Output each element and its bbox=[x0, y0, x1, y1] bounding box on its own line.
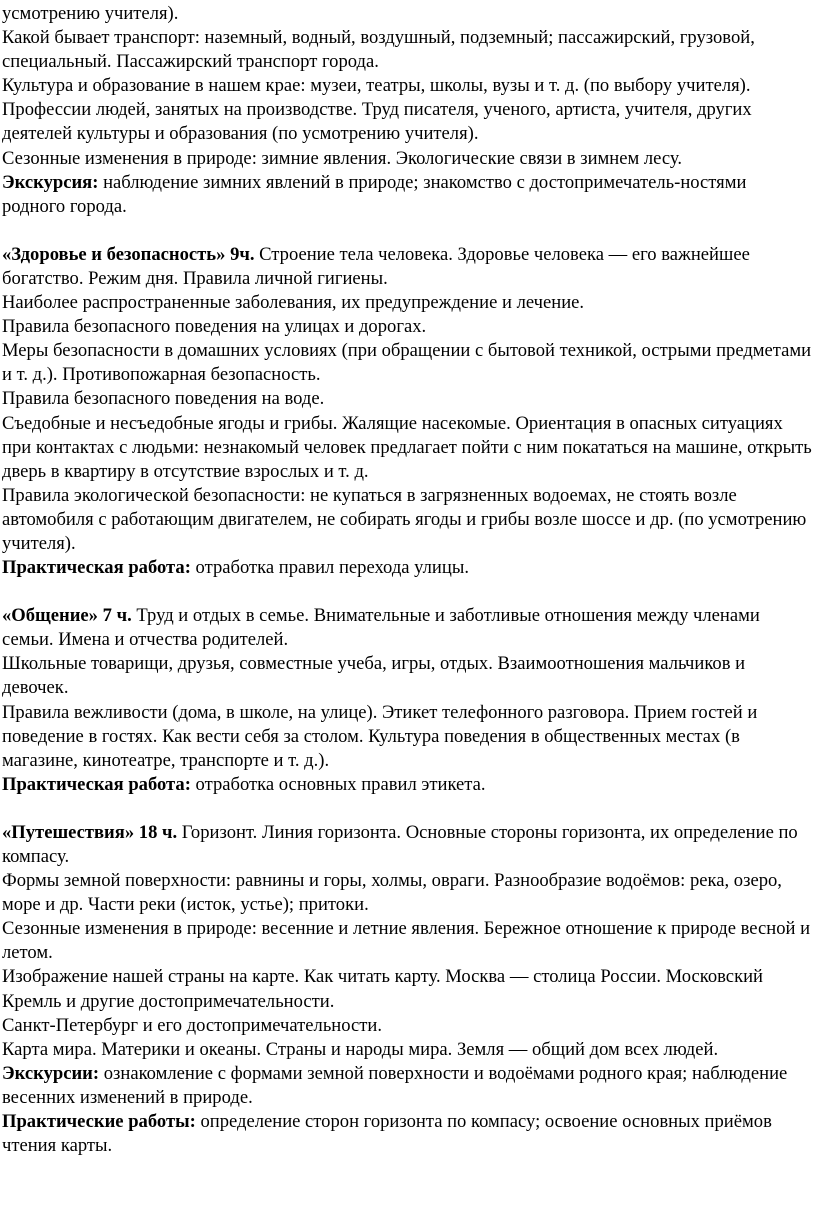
paragraph: Съедобные и несъедобные ягоды и грибы. Жалящие насекомые. Ориентация в опасных ситуациях при контактах с людьми: незнакомый человек предлагает пойти с ним покататься на машине, открыть дверь в квартиру в отсутствие взрослых и т. д. bbox=[2, 412, 812, 482]
paragraph: Какой бывает транспорт: наземный, водный, воздушный, подземный; пассажирский, грузовой, специальный. Пассажирский транспорт города. bbox=[2, 27, 755, 73]
section-intro-paragraph bbox=[2, 243, 814, 291]
excursion-paragraph bbox=[2, 171, 814, 219]
practical-work-text: отработка правил перехода улицы. bbox=[190, 557, 469, 579]
practical-work-label: Практическая работа: bbox=[2, 773, 191, 795]
paragraph: Правила экологической безопасности: не купаться в загрязненных водоемах, не стоять возле автомобиля с работающим двигателем, не собирать ягоды и грибы возле шоссе и др. (по усмотрению учителя). bbox=[2, 484, 807, 554]
paragraph: Правила безопасного поведения на улицах и дорогах. bbox=[2, 316, 427, 338]
excursions-label: Экскурсии: bbox=[2, 1062, 100, 1084]
paragraph: Сезонные изменения в природе: зимние явления. Экологические связи в зимнем лесу. bbox=[2, 147, 682, 169]
paragraph: Правила безопасного поведения на воде. bbox=[2, 388, 325, 410]
section-intro-text: Труд и отдых в семье. Внимательные и заботливые отношения между членами семьи. Имена и отчества родителей. bbox=[2, 605, 760, 651]
section-heading: «Здоровье и безопасность» 9ч. bbox=[2, 243, 255, 265]
excursions-text: ознакомление с формами земной поверхности и водоёмами родного края; наблюдение весенних изменений в природе. bbox=[2, 1062, 788, 1108]
section-intro-paragraph bbox=[2, 604, 814, 652]
practical-works-label: Практические работы: bbox=[2, 1111, 196, 1133]
excursions-paragraph bbox=[2, 1062, 814, 1110]
paragraph: Наиболее распространенные заболевания, их предупреждение и лечение. bbox=[2, 292, 585, 314]
section-heading: «Общение» 7 ч. bbox=[2, 605, 132, 627]
blank-line bbox=[2, 580, 814, 604]
document-page bbox=[2, 2, 814, 1158]
practical-work-text: отработка основных правил этикета. bbox=[190, 773, 486, 795]
paragraph: Карта мира. Материки и океаны. Страны и народы мира. Земля — общий дом всех людей. bbox=[2, 1038, 719, 1060]
section-intro-text: Горизонт. Линия горизонта. Основные стороны горизонта, их определение по компасу. bbox=[2, 821, 798, 867]
practical-works-text: определение сторон горизонта по компасу; освоение основных приёмов чтения карты. bbox=[2, 1111, 772, 1157]
excursion-label: Экскурсия: bbox=[2, 171, 99, 193]
section-intro-text: Строение тела человека. Здоровье человека — его важнейшее богатство. Режим дня. Правила личной гигиены. bbox=[2, 243, 750, 289]
paragraph: Меры безопасности в домашних условиях (при обращении с бытовой техникой, острыми предметами и т. д.). Противопожарная безопасность. bbox=[2, 340, 812, 386]
excursion-text: наблюдение зимних явлений в природе; знакомство с достопримечатель-ностями родного города. bbox=[2, 171, 747, 217]
section-intro bbox=[2, 2, 814, 219]
paragraph: Правила вежливости (дома, в школе, на улице). Этикет телефонного разговора. Прием гостей и поведение в гостях. Как вести себя за столом. Культура поведения в общественных местах (в магазине, кинотеатре, транспорте и т. д.). bbox=[2, 701, 758, 771]
blank-line bbox=[2, 797, 814, 821]
paragraph: Профессии людей, занятых на производстве. Труд писателя, ученого, артиста, учителя, других деятелей культуры и образования (по усмотрению учителя). bbox=[2, 99, 752, 145]
practical-work-paragraph bbox=[2, 556, 814, 580]
practical-work-paragraph bbox=[2, 773, 814, 797]
section-heading: «Путешествия» 18 ч. bbox=[2, 821, 178, 843]
section-travel bbox=[2, 821, 814, 1158]
section-health-safety bbox=[2, 243, 814, 580]
practical-works-paragraph bbox=[2, 1110, 814, 1158]
paragraph: усмотрению учителя). bbox=[2, 3, 179, 24]
section-communication bbox=[2, 604, 814, 797]
paragraph: Изображение нашей страны на карте. Как читать карту. Москва — столица России. Московский Кремль и другие достопримечательности. bbox=[2, 966, 763, 1012]
paragraph: Культура и образование в нашем крае: музеи, театры, школы, вузы и т. д. (по выбору учителя). bbox=[2, 75, 751, 97]
paragraph: Санкт-Петербург и его достопримечательности. bbox=[2, 1014, 383, 1036]
paragraph: Сезонные изменения в природе: весенние и летние явления. Бережное отношение к природе весной и летом. bbox=[2, 918, 811, 964]
practical-work-label: Практическая работа: bbox=[2, 557, 191, 579]
paragraph: Формы земной поверхности: равнины и горы, холмы, овраги. Разнообразие водоёмов: река, озеро, море и др. Части реки (исток, устье); притоки. bbox=[2, 870, 782, 916]
paragraph: Школьные товарищи, друзья, совместные учеба, игры, отдых. Взаимоотношения мальчиков и девочек. bbox=[2, 653, 746, 699]
blank-line bbox=[2, 219, 814, 243]
section-intro-paragraph bbox=[2, 821, 814, 869]
